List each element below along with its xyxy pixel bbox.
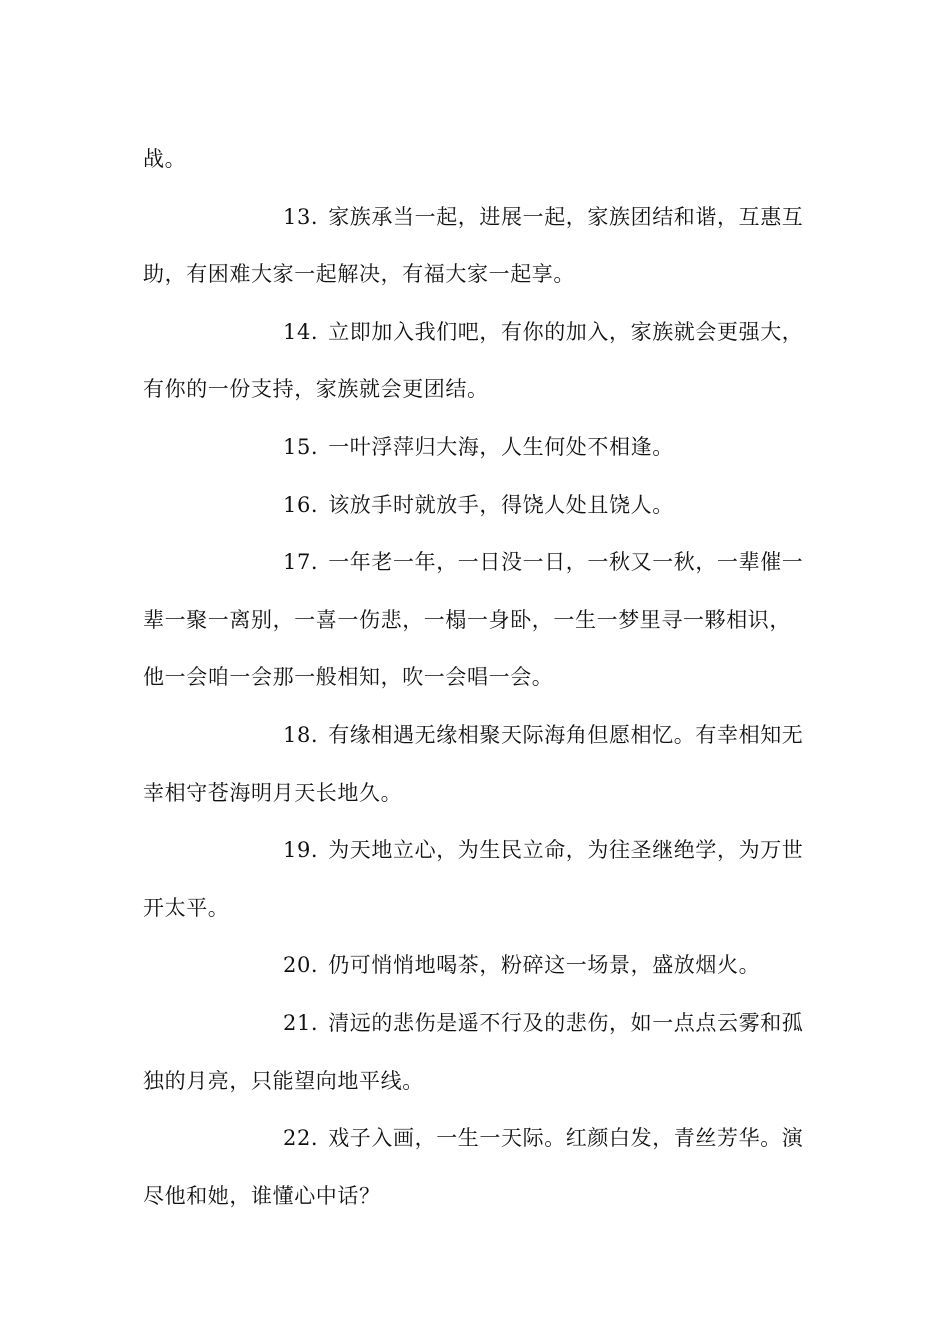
paragraph-text: 有缘相遇无缘相聚天际海角但愿相忆。有幸相知无幸相守苍海明月天长地久。 <box>143 722 804 805</box>
paragraph-text: 立即加入我们吧，有你的加入，家族就会更强大，有你的一份支持，家族就会更团结。 <box>143 319 804 402</box>
paragraph-text: 一叶浮萍归大海，人生何处不相逢。 <box>328 434 674 459</box>
paragraph-14 <box>143 304 808 419</box>
paragraph-number: 21. <box>283 1010 319 1035</box>
paragraph-number: 13. <box>283 204 319 229</box>
paragraph-18 <box>143 707 808 822</box>
paragraph-number: 15. <box>283 434 319 459</box>
paragraph-number: 19. <box>283 838 319 863</box>
paragraph-text: 一年老一年，一日没一日，一秋又一秋，一辈催一辈一聚一离别，一喜一伤悲，一榻一身卧，一生一梦里寻一夥相识，他一会咱一会那一般相知，吹一会唱一会。 <box>143 550 804 690</box>
paragraph-text: 家族承当一起，进展一起，家族团结和谐，互惠互助，有困难大家一起解决，有福大家一起享。 <box>143 204 804 287</box>
paragraph-text: 该放手时就放手，得饶人处且饶人。 <box>328 492 674 517</box>
paragraph-17 <box>143 534 808 707</box>
paragraph-number: 18. <box>283 722 319 747</box>
paragraph-number: 16. <box>283 492 319 517</box>
paragraph-19 <box>143 822 808 937</box>
paragraph-16 <box>143 477 808 535</box>
paragraph-number: 17. <box>283 550 319 575</box>
paragraph-22 <box>143 1110 808 1225</box>
paragraph-number: 22. <box>283 1126 319 1151</box>
paragraph-number: 20. <box>283 953 319 978</box>
paragraph-21 <box>143 995 808 1110</box>
paragraph-text: 戏子入画，一生一天际。红颜白发，青丝芳华。演尽他和她，谁懂心中话？ <box>143 1126 804 1208</box>
paragraph-20 <box>143 937 808 995</box>
paragraph-text: 战。 <box>143 147 187 171</box>
paragraph-text: 为天地立心，为生民立命，为往圣继绝学，为万世开太平。 <box>143 838 804 920</box>
paragraph-text: 仍可悄悄地喝茶，粉碎这一场景，盛放烟火。 <box>328 953 761 978</box>
paragraph-15 <box>143 419 808 477</box>
paragraph-13 <box>143 189 808 304</box>
paragraph-text: 清远的悲伤是遥不行及的悲伤，如一点点云雾和孤独的月亮，只能望向地平线。 <box>143 1010 804 1093</box>
paragraph-number: 14. <box>283 319 319 344</box>
paragraph-continuation <box>143 131 808 189</box>
document-body <box>143 131 808 1225</box>
